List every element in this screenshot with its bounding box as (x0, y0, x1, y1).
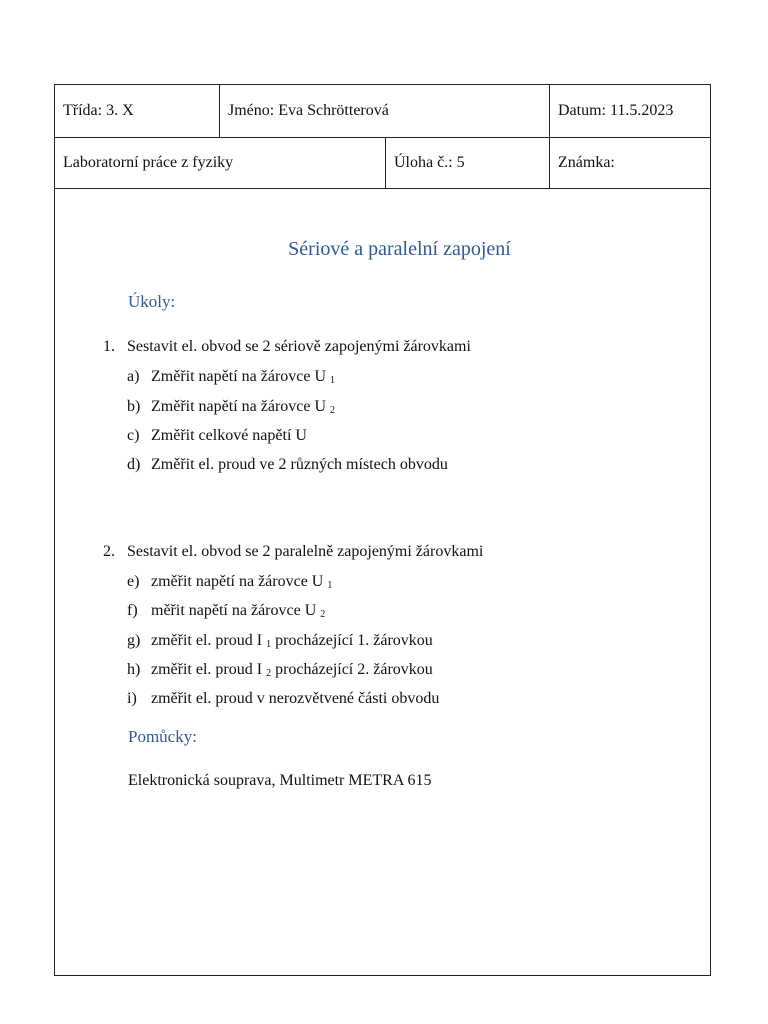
task-2 (103, 543, 483, 561)
task-1 (103, 338, 471, 356)
list-item (127, 368, 335, 386)
list-item (127, 690, 439, 708)
item-subscript: 1 (330, 375, 336, 386)
document-title: Sériové a paralelní zapojení (288, 238, 511, 260)
task-text: Sestavit el. obvod se 2 paralelně zapojenými žárovkami (127, 543, 484, 560)
list-item (127, 427, 307, 445)
grade-cell: Známka: (549, 138, 712, 188)
item-letter: c) (127, 427, 140, 444)
header-row-1 (55, 85, 710, 138)
task-number-cell: Úloha č.: 5 (385, 138, 549, 188)
item-subscript: 1 (327, 580, 333, 591)
item-letter: f) (127, 602, 138, 619)
list-item (127, 398, 335, 416)
item-letter: d) (127, 456, 141, 473)
list-item (127, 602, 325, 620)
task-number: 1. (103, 338, 115, 355)
item-text: změřit napětí na žárovce U (151, 573, 324, 590)
item-text: změřit el. proud v nerozvětvené části obvodu (151, 690, 440, 707)
item-letter: e) (127, 573, 140, 590)
name-cell: Jméno: Eva Schrötterová (219, 85, 549, 137)
date-cell: Datum: 11.5.2023 (549, 85, 712, 137)
item-subscript: 1 (266, 639, 272, 650)
list-item (127, 661, 433, 679)
item-text-after: procházející 2. žárovkou (271, 661, 433, 678)
item-letter: a) (127, 368, 140, 385)
item-text: měřit napětí na žárovce U (151, 602, 317, 619)
item-subscript: 2 (330, 405, 336, 416)
item-text: změřit el. proud I (151, 661, 263, 678)
tasks-heading: Úkoly: (128, 292, 176, 311)
item-letter: b) (127, 398, 141, 415)
list-item (127, 632, 433, 650)
item-letter: i) (127, 690, 137, 707)
task-text: Sestavit el. obvod se 2 sériově zapojenými žárovkami (127, 338, 471, 355)
item-text: Změřit celkové napětí U (151, 427, 307, 444)
item-text: Změřit napětí na žárovce U (151, 398, 327, 415)
item-text: změřit el. proud I (151, 632, 263, 649)
task-number: 2. (103, 543, 115, 560)
worksheet-frame (54, 84, 711, 976)
item-subscript: 2 (320, 609, 326, 620)
item-text: Změřit napětí na žárovce U (151, 368, 327, 385)
tools-text: Elektronická souprava, Multimetr METRA 615 (128, 772, 432, 789)
item-letter: h) (127, 661, 141, 678)
header-row-2 (55, 138, 710, 189)
list-item (127, 456, 448, 474)
item-letter: g) (127, 632, 141, 649)
subject-cell: Laboratorní práce z fyziky (63, 154, 234, 171)
item-subscript: 2 (266, 668, 272, 679)
list-item (127, 573, 332, 591)
item-text: Změřit el. proud ve 2 různých místech obvodu (151, 456, 448, 473)
item-text-after: procházející 1. žárovkou (271, 632, 433, 649)
class-cell: Třída: 3. X (63, 102, 134, 119)
tools-heading: Pomůcky: (128, 727, 197, 746)
